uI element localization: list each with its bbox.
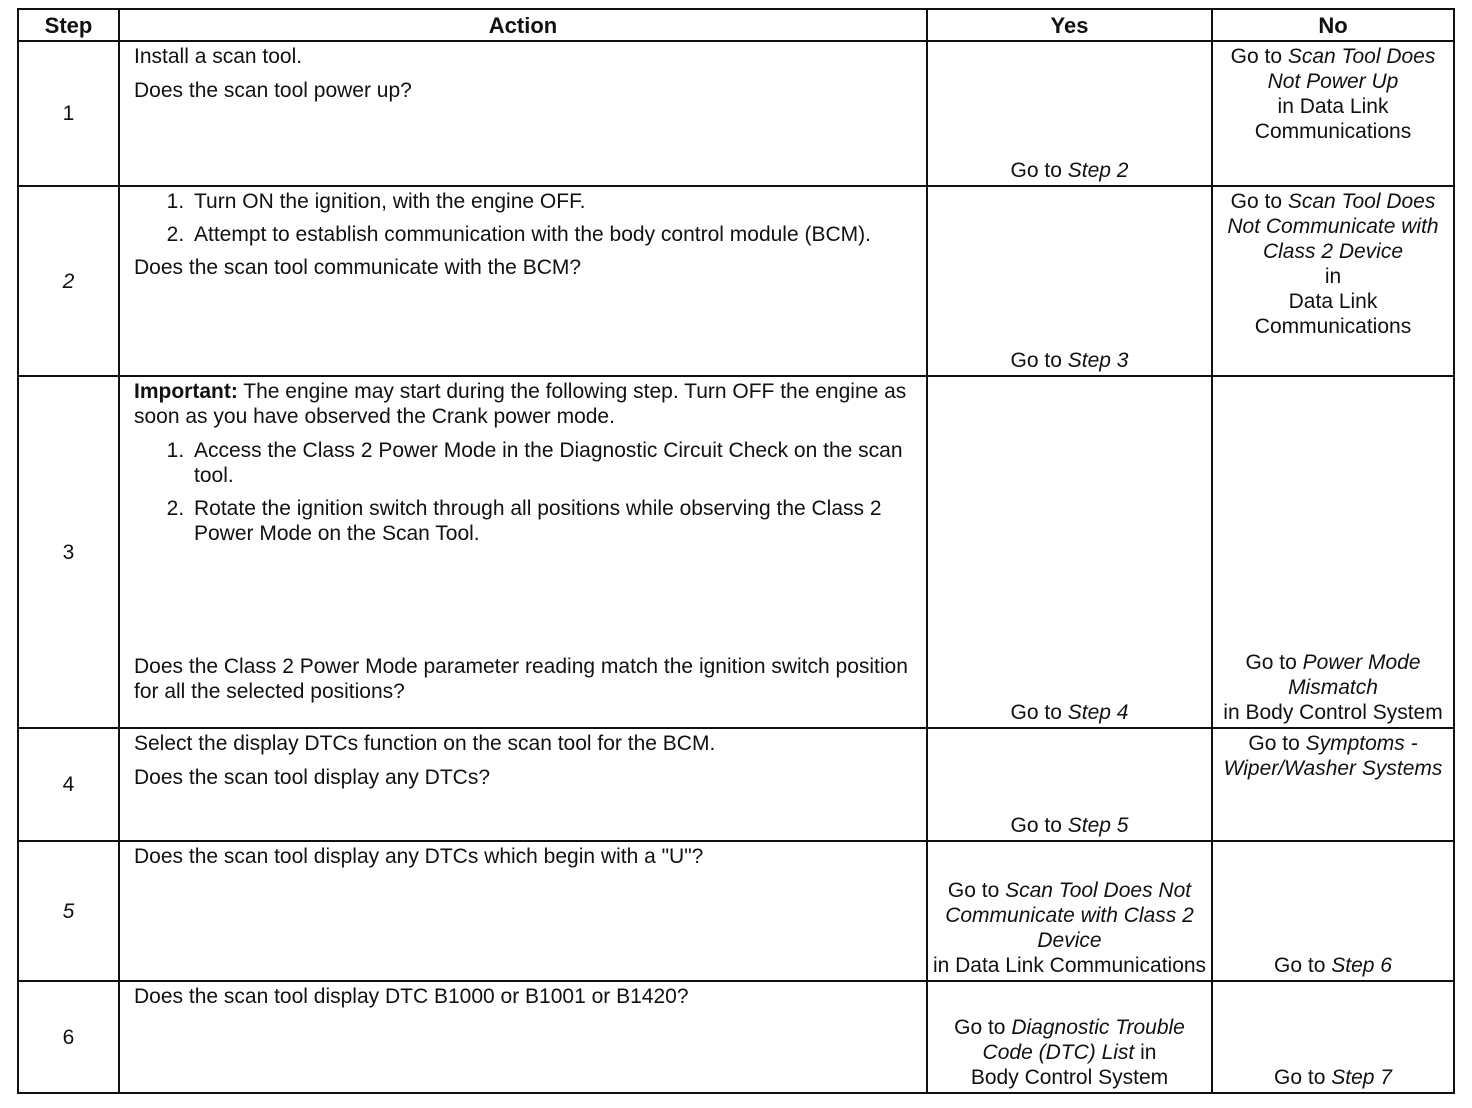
table-row: [18, 841, 1454, 981]
yes-prefix: Go to: [1010, 701, 1068, 724]
step-number: 4: [18, 728, 119, 841]
no-cell: [1212, 728, 1454, 841]
action-cell: [119, 41, 927, 186]
yes-suffix: Body Control System: [970, 1066, 1169, 1089]
no-prefix: Go to: [1274, 1066, 1332, 1089]
header-step: Step: [18, 9, 119, 41]
no-suffix: Data Link Communications: [1254, 290, 1412, 338]
no-cell: [1212, 186, 1454, 376]
action-question: Does the scan tool display DTC B1000 or B1001 or B1420?: [134, 985, 689, 1008]
no-link[interactable]: Scan Tool Does Not Communicate with Class 2 Device: [1227, 190, 1439, 263]
yes-cell: [927, 841, 1212, 981]
important-label: Important:: [134, 380, 238, 403]
no-cell: [1212, 841, 1454, 981]
yes-suffix: in: [1134, 1041, 1157, 1064]
action-cell: [119, 841, 927, 981]
yes-link[interactable]: Step 4: [1067, 701, 1129, 724]
no-link[interactable]: Step 7: [1331, 1066, 1392, 1089]
yes-link[interactable]: Diagnostic Trouble Code (DTC) List: [982, 1016, 1185, 1064]
yes-prefix: Go to: [1010, 814, 1068, 837]
action-question: Does the Class 2 Power Mode parameter reading match the ignition switch position for all the selected positions?: [134, 655, 908, 703]
table-row: [18, 41, 1454, 186]
step-number: 2: [18, 186, 119, 376]
no-prefix: Go to: [1245, 651, 1303, 674]
step-number: 1: [18, 41, 119, 186]
action-text: Install a scan tool.: [134, 45, 303, 68]
no-suffix: in Body Control System: [1223, 701, 1443, 724]
list-item: 1. Turn ON the ignition, with the engine OFF.: [190, 189, 920, 214]
step-number: 5: [18, 841, 119, 981]
step-number: 3: [18, 376, 119, 728]
step-number: 6: [18, 981, 119, 1093]
list-item: 2. Attempt to establish communication with the body control module (BCM).: [190, 222, 920, 247]
table-row: [18, 186, 1454, 376]
action-text: Select the display DTCs function on the scan tool for the BCM.: [134, 732, 716, 755]
action-cell: [119, 728, 927, 841]
diagnostic-table: [17, 8, 1455, 1094]
yes-link[interactable]: Step 3: [1067, 349, 1129, 372]
list-item: 1. Access the Class 2 Power Mode in the Diagnostic Circuit Check on the scan tool.: [190, 438, 920, 488]
yes-prefix: Go to: [1010, 349, 1068, 372]
yes-link[interactable]: Scan Tool Does Not Communicate with Class 2 Device: [945, 879, 1194, 952]
action-question: Does the scan tool display any DTCs which begin with a "U"?: [134, 845, 704, 868]
no-link[interactable]: Scan Tool Does Not Power Up: [1267, 45, 1436, 93]
no-suffix: in Data Link Communications: [1254, 95, 1412, 143]
action-question: Does the scan tool power up?: [134, 79, 412, 102]
no-link[interactable]: Symptoms - Wiper/Washer Systems: [1223, 732, 1443, 780]
no-link[interactable]: Step 6: [1331, 954, 1392, 977]
yes-link[interactable]: Step 2: [1067, 159, 1129, 182]
no-link[interactable]: Power Mode Mismatch: [1288, 651, 1421, 699]
header-no: No: [1212, 9, 1454, 41]
no-prefix: Go to: [1274, 954, 1332, 977]
action-cell: [119, 186, 927, 376]
yes-cell: [927, 186, 1212, 376]
table-row: [18, 376, 1454, 728]
no-prefix: Go to: [1230, 190, 1288, 213]
table-row: [18, 981, 1454, 1093]
action-cell: [119, 376, 927, 728]
important-note: [134, 379, 920, 429]
yes-cell: [927, 376, 1212, 728]
action-list: [134, 438, 920, 546]
table-row: [18, 728, 1454, 841]
header-yes: Yes: [927, 9, 1212, 41]
list-item: 2. Rotate the ignition switch through all positions while observing the Class 2 Power Mode on the Scan Tool.: [190, 496, 920, 546]
no-cell: [1212, 376, 1454, 728]
action-list: [134, 189, 920, 247]
important-text: The engine may start during the following step. Turn OFF the engine as soon as you have observed the Crank power mode.: [134, 380, 907, 428]
action-question: Does the scan tool display any DTCs?: [134, 766, 491, 789]
action-question: Does the scan tool communicate with the BCM?: [134, 256, 582, 279]
action-cell: [119, 981, 927, 1093]
no-prefix: Go to: [1248, 732, 1306, 755]
yes-cell: [927, 981, 1212, 1093]
no-cell: [1212, 41, 1454, 186]
no-prefix: Go to: [1230, 45, 1288, 68]
yes-prefix: Go to: [947, 879, 1006, 902]
no-suffix: in: [1324, 265, 1342, 288]
header-row: [18, 9, 1454, 41]
yes-prefix: Go to: [954, 1016, 1012, 1039]
yes-cell: [927, 728, 1212, 841]
yes-prefix: Go to: [1010, 159, 1068, 182]
no-cell: [1212, 981, 1454, 1093]
yes-link[interactable]: Step 5: [1067, 814, 1129, 837]
header-action: Action: [119, 9, 927, 41]
yes-cell: [927, 41, 1212, 186]
yes-suffix: in Data Link Communications: [932, 954, 1207, 977]
